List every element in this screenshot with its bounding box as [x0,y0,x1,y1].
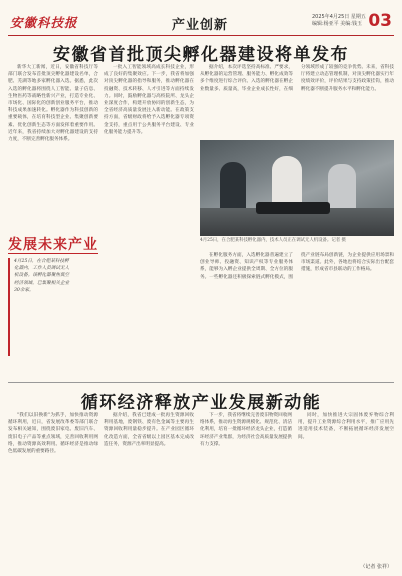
article1-photo [200,140,394,236]
page-number: 03 [368,11,392,31]
newspaper-logo: 安徽科技报 [10,15,78,30]
article1-column-2: 一批入工智能领域高成长科技企业，形成了良好的集聚效应。下一步，我省将加强对顶尖孵化器的指导和服务，推动孵化器在投融资、技术转移、人才引进等方面持续发力。同时，鼓励孵化器与高校院所、龙头企业深度合作，构建开放协同的创新生态，为全省经济高质量发展注入新动能。在政策支持方面，省级财政将给予入选孵化器专项资金支持，重点用于公共服务平台建设、专业化服务能力提升等。 [104,65,194,135]
date-info [312,14,366,28]
article1-sidebar-text [76,258,98,356]
article2-column-4: 同时，加快推进大宗固体废弃物综合利用，提升工业资源综合利用水平，推广应用先进适用技术装备，不断拓展循环经济发展空间。 [298,413,394,440]
article1-headline: 安徽省首批顶尖孵化器建设将单发布 [53,45,349,65]
article2-column-1: "我们以旧换新"为抓手，加快推动资源循环利用，近日，省发展改革委等部门联合发布相关通知，围绕废旧家电、废旧汽车、废旧电子产品等重点领域，完善回收利用网络，推动资源高效利用。循环经济是推动绿色低碳发展的重要路径。 [8,413,98,455]
article2-byline: （记者 张祥） [360,564,392,570]
editor-credit: 编辑:杨亚平 美编:钱玉 [312,21,362,27]
article2-column-2: 据介绍，我省已建成一批再生资源回收利用基地，废钢铁、废有色金属等主要再生资源回收利用量稳步提升。在产业园区循环化改造方面，全省省级以上园区基本完成改造任务，资源产出率明显提高。 [104,413,194,447]
article1-sidebar: 4月25日，在合肥某科技孵化器内，工作人员调试无人机设备。该孵化器聚焦低空经济领域，已集聚相关企业30余家。 [8,258,70,356]
article2-headline: 循环经济释放产业发展新动能 [80,393,322,413]
article2-column-3: 下一步，我省将继续完善废旧物资回收网络体系，推动再生资源规模化、规范化、清洁化利用，培育一批循环经济龙头企业，打造循环经济产业集群，为经济社会高质量发展提供有力支撑。 [200,413,292,447]
masthead [8,8,394,36]
section-divider [8,382,394,383]
article1-column-3: 据介绍，本次评选坚持高标准、严要求，从孵化器的运营管理、服务能力、孵化成效等多个维度进行综合评价。入选的孵化器在孵企业数量多、质量高，毕业企业成长性好，在细分领域形成了较强的竞争优势。未来，省科技厅将建立动态管理机制，对顶尖孵化器实行年度绩效评价，评价结果与支持政策挂钩，推动孵化器不断提升服务水平和孵化能力。 [200,65,394,92]
drone-device [256,202,330,214]
article1-column-4: 在孵化服务方面，入选孵化器普遍建立了创业导师、投融资、知识产权等专业服务体系，能够为入孵企业提供全周期、全方位的服务。一些孵化器还积极探索链式孵化模式，围绕产业链布局创新链，为企业提供应用场景和市场渠道。此外，各地也将结合实际出台配套措施，形成省市县联动的工作格局。 [200,253,394,280]
subhead-divider [8,253,98,254]
article1-subhead: 发展未来产业 [8,237,98,253]
photo-caption: 4月25日，在合肥某科技孵化器内，技术人员正在调试无人机设备。记者 摄 [200,238,346,243]
issue-date: 2025年4月25日 星期五 [312,14,366,20]
article1-column-1: 新华大工新闻，近日，安徽省科技厅等部门联合发布首批顶尖孵化器建设名单，合肥、芜湖等地多家孵化器入选。据悉，此次入选的孵化器将围绕人工智能、量子信息、生物医药等战略性新兴产业，打造专业化、市场化、国际化的创新创业服务平台，推动科技成果加速转化。孵化器作为科技创新的重要载体，在培育科技型企业、集聚创新要素、优化创新生态等方面发挥着重要作用。近年来，我省持续加大对孵化器建设的支持力度，不断完善孵化服务体系。 [8,65,98,143]
section-title: 产业创新 [172,18,229,33]
